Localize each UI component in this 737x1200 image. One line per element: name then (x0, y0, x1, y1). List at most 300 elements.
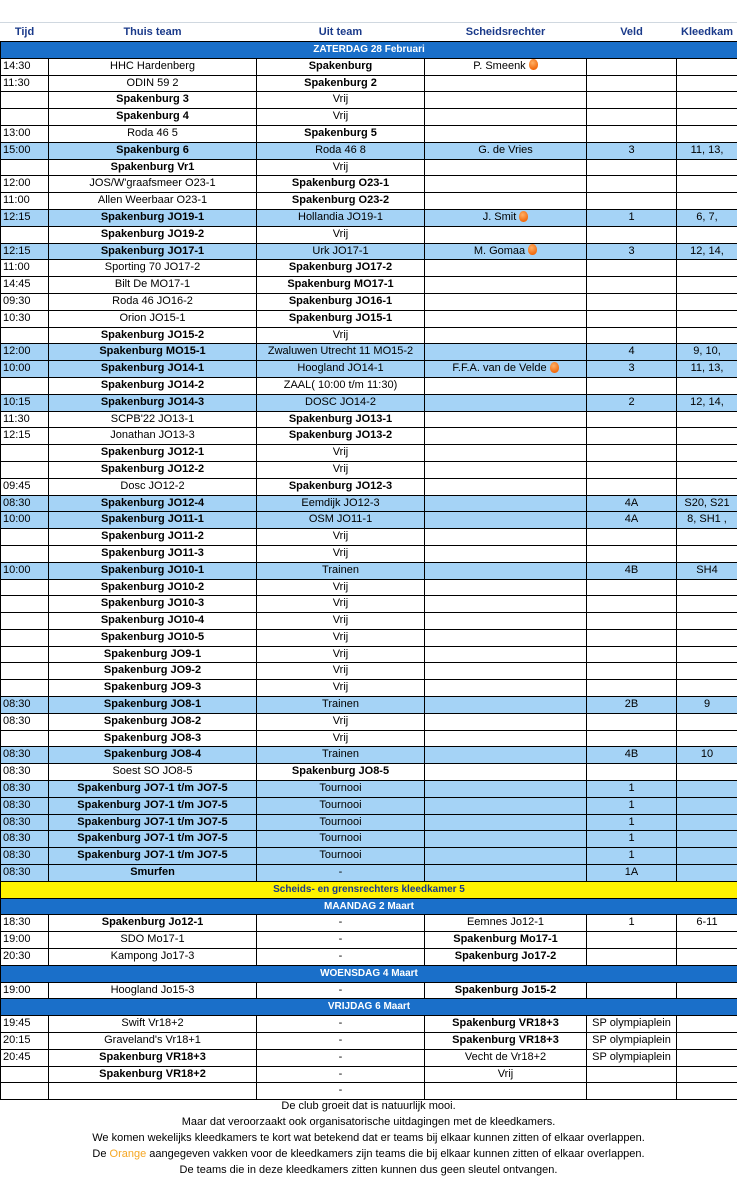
cell-veld (587, 495, 677, 512)
cell-thuis-team (49, 613, 257, 630)
cell-tijd-text: 19:45 (3, 1017, 31, 1030)
cell-uit-team (257, 176, 425, 193)
cell-kleedkamer (677, 293, 737, 310)
footer-line-4-post: aangegeven vakken voor de kleedkamers zijn teams die bij elkaar kunnen zitten of elkaar overlappen. (149, 1148, 645, 1160)
cell-tijd-text: 10:00 (3, 513, 31, 526)
cell-uit-team (257, 596, 425, 613)
cell-tijd-text: 08:30 (3, 496, 31, 509)
table-row (1, 781, 737, 798)
cell-uit-team-text: ZAAL( 10:00 t/m 11:30) (283, 378, 398, 391)
cell-uit-team-text: Spakenburg 5 (304, 126, 377, 139)
cell-veld (587, 848, 677, 865)
cell-veld (587, 109, 677, 126)
cell-thuis-team (49, 797, 257, 814)
cell-kleedkamer (677, 932, 737, 949)
cell-kleedkamer (677, 529, 737, 546)
table-row (1, 579, 737, 596)
cell-thuis-team-text: Spakenburg JO7-1 t/m JO7-5 (77, 798, 228, 811)
cell-uit-team (257, 243, 425, 260)
cell-tijd (1, 58, 49, 75)
cell-tijd-text: 12:15 (3, 210, 31, 223)
table-row (1, 277, 737, 294)
note-row (1, 881, 737, 898)
cell-veld (587, 411, 677, 428)
cell-kleedkamer (677, 327, 737, 344)
cell-thuis-team (49, 495, 257, 512)
cell-tijd-text: 12:00 (3, 345, 31, 358)
cell-uit-team-text: Vrij (332, 446, 349, 459)
orange-icon (519, 211, 528, 222)
cell-uit-team (257, 109, 425, 126)
cell-thuis-team-text: Spakenburg VR18+3 (99, 1050, 206, 1063)
cell-tijd (1, 529, 49, 546)
cell-tijd (1, 327, 49, 344)
cell-thuis-team (49, 545, 257, 562)
cell-kleedkamer (677, 92, 737, 109)
cell-scheidsrechter (425, 293, 587, 310)
footer-line-4 (0, 1146, 737, 1162)
cell-uit-team-text: Spakenburg Jo17-2 (454, 950, 557, 963)
cell-uit-team (257, 764, 425, 781)
cell-uit-team-text: Vrij (332, 630, 349, 643)
cell-thuis-team (49, 344, 257, 361)
table-row (1, 663, 737, 680)
cell-veld-text: 2 (628, 395, 635, 408)
cell-uit-team (257, 226, 425, 243)
cell-dash (257, 1049, 425, 1066)
cell-thuis-team-text: ODIN 59 2 (126, 76, 179, 89)
cell-thuis-team (49, 915, 257, 932)
cell-thuis-team-text: Spakenburg JO9-1 (103, 647, 202, 660)
header-kleedkamer: Kleedkam (677, 23, 737, 42)
cell-scheidsrechter (425, 75, 587, 92)
cell-thuis-team (49, 562, 257, 579)
cell-veld (587, 226, 677, 243)
cell-kleedkamer (677, 428, 737, 445)
cell-veld (587, 394, 677, 411)
cell-uit-team (257, 478, 425, 495)
cell-thuis-team (49, 445, 257, 462)
table-row (1, 226, 737, 243)
cell-tijd-text: 09:45 (3, 479, 31, 492)
cell-thuis-team (49, 1066, 257, 1083)
cell-locatie-text: SP olympiaplein (592, 1017, 671, 1030)
table-row (1, 209, 737, 226)
cell-kleedkamer-text: 9, 10, (693, 345, 721, 358)
cell-uit-team (257, 445, 425, 462)
cell-veld (587, 613, 677, 630)
cell-tijd (1, 445, 49, 462)
cell-veld (587, 125, 677, 142)
cell-scheidsrechter (425, 226, 587, 243)
table-row (1, 646, 737, 663)
table-row (1, 1049, 737, 1066)
cell-dash-text: - (338, 950, 343, 963)
cell-veld (587, 579, 677, 596)
cell-thuis-team (49, 646, 257, 663)
cell-kleedkamer (677, 663, 737, 680)
cell-locatie-text: SP olympiaplein (592, 1050, 671, 1063)
cell-kleedkamer (677, 629, 737, 646)
cell-tijd (1, 797, 49, 814)
cell-kleedkamer (677, 545, 737, 562)
cell-thuis-team-text: Kampong Jo17-3 (110, 950, 195, 963)
cell-kleedkamer (677, 361, 737, 378)
cell-kleedkamer (677, 1049, 737, 1066)
cell-tijd-text: 20:30 (3, 950, 31, 963)
cell-tijd (1, 495, 49, 512)
cell-uit-team-text: Roda 46 8 (315, 143, 366, 156)
cell-scheidsrechter (425, 646, 587, 663)
cell-thuis-team-text: Soest SO JO8-5 (112, 765, 193, 778)
table-row (1, 545, 737, 562)
cell-thuis-team (49, 327, 257, 344)
cell-veld-text: 1 (628, 849, 635, 862)
table-row (1, 797, 737, 814)
table-row (1, 461, 737, 478)
day-header-row (1, 999, 737, 1016)
cell-tijd-text: 20:15 (3, 1034, 31, 1047)
cell-tijd (1, 361, 49, 378)
cell-tijd (1, 243, 49, 260)
table-row (1, 613, 737, 630)
cell-uit-team-text: Vrij (497, 1067, 514, 1080)
cell-scheidsrechter (425, 428, 587, 445)
cell-kleedkamer (677, 613, 737, 630)
cell-thuis-team-text: HHC Hardenberg (110, 59, 195, 72)
cell-tijd (1, 680, 49, 697)
cell-tijd (1, 747, 49, 764)
cell-thuis-team (49, 125, 257, 142)
cell-scheidsrechter (425, 109, 587, 126)
cell-tijd-text: 14:45 (3, 278, 31, 291)
cell-scheidsrechter (425, 327, 587, 344)
header-tijd: Tijd (1, 23, 49, 42)
cell-scheidsrechter (425, 512, 587, 529)
cell-uit-team (257, 848, 425, 865)
cell-thuis-team (49, 629, 257, 646)
cell-veld (587, 764, 677, 781)
cell-kleedkamer (677, 277, 737, 294)
cell-uit-team-text: Eemnes Jo12-1 (466, 916, 545, 929)
table-row (1, 512, 737, 529)
cell-uit-team (425, 949, 587, 966)
cell-kleedkamer (677, 512, 737, 529)
cell-kleedkamer-text: 12, 14, (690, 244, 724, 257)
cell-veld-text: 1 (628, 210, 635, 223)
cell-veld (587, 596, 677, 613)
cell-tijd-text: 10:15 (3, 395, 31, 408)
cell-tijd-text: 12:15 (3, 429, 31, 442)
orange-icon (529, 59, 538, 70)
cell-uit-team (425, 1016, 587, 1033)
cell-scheidsrechter (425, 411, 587, 428)
cell-scheidsrechter (425, 142, 587, 159)
cell-tijd-text: 15:00 (3, 143, 31, 156)
cell-thuis-team-text: Spakenburg JO12-2 (100, 462, 205, 475)
cell-uit-team-text: Spakenburg 2 (304, 76, 377, 89)
cell-thuis-team (49, 159, 257, 176)
cell-scheidsrechter (425, 764, 587, 781)
cell-veld (587, 377, 677, 394)
orange-icon (550, 362, 559, 373)
cell-veld (587, 730, 677, 747)
cell-uit-team (257, 831, 425, 848)
cell-uit-team-text: Spakenburg JO8-5 (291, 765, 390, 778)
cell-uit-team-text: Vrij (332, 227, 349, 240)
cell-thuis-team (49, 293, 257, 310)
cell-thuis-team-text: Swift Vr18+2 (121, 1017, 184, 1030)
cell-uit-team-text: Spakenburg Jo15-2 (454, 983, 557, 996)
cell-kleedkamer (677, 109, 737, 126)
cell-tijd-text: 20:45 (3, 1050, 31, 1063)
cell-uit-team (257, 125, 425, 142)
cell-thuis-team-text: Smurfen (130, 866, 175, 879)
cell-thuis-team (49, 848, 257, 865)
cell-kleedkamer (677, 445, 737, 462)
cell-tijd-text: 10:30 (3, 311, 31, 324)
cell-tijd (1, 629, 49, 646)
cell-kleedkamer (677, 394, 737, 411)
cell-kleedkamer-text: S20, S21 (684, 496, 730, 509)
cell-tijd (1, 344, 49, 361)
cell-scheidsrechter (425, 344, 587, 361)
cell-uit-team-text: Tournooi (319, 849, 362, 862)
cell-thuis-team (49, 58, 257, 75)
table-row (1, 293, 737, 310)
cell-dash-text: - (338, 1084, 343, 1097)
cell-tijd-text: 08:30 (3, 798, 31, 811)
cell-veld (587, 277, 677, 294)
cell-thuis-team (49, 747, 257, 764)
cell-thuis-team-text: Spakenburg JO10-1 (100, 563, 205, 576)
table-row (1, 562, 737, 579)
cell-kleedkamer (677, 764, 737, 781)
cell-tijd-text: 08:30 (3, 866, 31, 879)
cell-tijd (1, 713, 49, 730)
cell-kleedkamer (677, 697, 737, 714)
cell-locatie (587, 1033, 677, 1050)
cell-thuis-team-text: Roda 46 JO16-2 (112, 294, 193, 307)
header-veld: Veld (587, 23, 677, 42)
cell-tijd (1, 377, 49, 394)
cell-kleedkamer-text: 9 (703, 698, 711, 711)
cell-kleedkamer (677, 1016, 737, 1033)
cell-uit-team (257, 579, 425, 596)
cell-kleedkamer (677, 562, 737, 579)
cell-veld (587, 781, 677, 798)
cell-veld (587, 713, 677, 730)
cell-kleedkamer (677, 260, 737, 277)
cell-uit-team (257, 545, 425, 562)
cell-uit-team (257, 92, 425, 109)
cell-thuis-team-text: Spakenburg MO15-1 (99, 345, 206, 358)
cell-uit-team (257, 865, 425, 882)
cell-kleedkamer-text: 10 (700, 748, 714, 761)
cell-veld (587, 629, 677, 646)
cell-scheidsrechter (425, 629, 587, 646)
cell-tijd (1, 781, 49, 798)
cell-kleedkamer (677, 1066, 737, 1083)
cell-uit-team (425, 1049, 587, 1066)
footer-notice (0, 1098, 737, 1178)
table-row (1, 713, 737, 730)
cell-uit-team (257, 142, 425, 159)
cell-veld-text: 2B (624, 698, 639, 711)
cell-veld (587, 75, 677, 92)
cell-thuis-team-text: Spakenburg JO10-4 (100, 614, 205, 627)
table-row (1, 159, 737, 176)
cell-uit-team-text: Vrij (332, 328, 349, 341)
cell-veld (587, 478, 677, 495)
cell-kleedkamer (677, 142, 737, 159)
cell-uit-team (257, 293, 425, 310)
cell-thuis-team (49, 764, 257, 781)
table-row (1, 243, 737, 260)
cell-kleedkamer (677, 495, 737, 512)
cell-veld (587, 361, 677, 378)
cell-veld (587, 915, 677, 932)
cell-kleedkamer-text: 11, 13, (690, 143, 724, 156)
cell-dash (257, 932, 425, 949)
cell-dash (257, 982, 425, 999)
cell-thuis-team-text: Spakenburg JO7-1 t/m JO7-5 (77, 815, 228, 828)
cell-kleedkamer (677, 377, 737, 394)
cell-tijd (1, 75, 49, 92)
cell-thuis-team (49, 193, 257, 210)
cell-locatie (587, 1049, 677, 1066)
cell-uit-team (257, 814, 425, 831)
cell-uit-team-text: Spakenburg JO13-2 (288, 429, 393, 442)
cell-scheidsrechter (425, 613, 587, 630)
cell-kleedkamer (677, 713, 737, 730)
orange-icon (528, 244, 537, 255)
cell-scheidsrechter (425, 394, 587, 411)
cell-scheidsrechter (425, 209, 587, 226)
cell-uit-team-text: Spakenburg JO17-2 (288, 261, 393, 274)
cell-kleedkamer (677, 461, 737, 478)
cell-scheidsrechter (425, 58, 587, 75)
cell-tijd-text: 12:15 (3, 244, 31, 257)
cell-tijd (1, 663, 49, 680)
cell-veld (587, 243, 677, 260)
cell-veld-text: 4A (624, 513, 639, 526)
table-row (1, 848, 737, 865)
cell-thuis-team-text: Spakenburg JO19-2 (100, 227, 205, 240)
table-row (1, 596, 737, 613)
top-strip (0, 0, 737, 23)
cell-kleedkamer (677, 125, 737, 142)
table-row (1, 428, 737, 445)
cell-veld (587, 932, 677, 949)
cell-tijd (1, 915, 49, 932)
cell-uit-team-text: Urk JO17-1 (312, 244, 369, 257)
cell-scheidsrechter (425, 445, 587, 462)
cell-scheidsrechter (425, 713, 587, 730)
table-row (1, 75, 737, 92)
table-row (1, 865, 737, 882)
cell-thuis-team (49, 982, 257, 999)
cell-thuis-team-text: Orion JO15-1 (119, 311, 186, 324)
cell-uit-team (257, 697, 425, 714)
cell-kleedkamer (677, 814, 737, 831)
cell-thuis-team-text: Spakenburg JO12-1 (100, 446, 205, 459)
cell-veld (587, 293, 677, 310)
cell-uit-team (257, 529, 425, 546)
cell-thuis-team (49, 277, 257, 294)
cell-uit-team-text: Spakenburg JO12-3 (288, 479, 393, 492)
cell-kleedkamer-text: 6-11 (696, 916, 718, 929)
footer-line-3: We komen wekelijks kleedkamers te kort wat betekend dat er teams bij elkaar kunnen zitten of elkaar overlappen. (92, 1132, 645, 1144)
cell-kleedkamer (677, 209, 737, 226)
cell-veld (587, 697, 677, 714)
cell-tijd (1, 176, 49, 193)
cell-veld (587, 142, 677, 159)
cell-kleedkamer-text: 11, 13, (690, 362, 724, 375)
cell-tijd (1, 613, 49, 630)
cell-uit-team (257, 512, 425, 529)
cell-kleedkamer (677, 411, 737, 428)
cell-thuis-team (49, 394, 257, 411)
cell-uit-team (257, 747, 425, 764)
cell-uit-team-text: Spakenburg MO17-1 (287, 278, 394, 291)
cell-uit-team (257, 310, 425, 327)
cell-uit-team-text: Vrij (332, 664, 349, 677)
cell-thuis-team-text: Dosc JO12-2 (120, 479, 185, 492)
cell-thuis-team-text: Spakenburg JO11-1 (101, 513, 204, 526)
table-row (1, 730, 737, 747)
cell-tijd-text: 11:00 (3, 261, 30, 274)
cell-veld-text: 3 (628, 143, 635, 156)
cell-uit-team (257, 428, 425, 445)
cell-veld (587, 176, 677, 193)
cell-thuis-team-text: SDO Mo17-1 (120, 933, 185, 946)
cell-tijd (1, 848, 49, 865)
cell-thuis-team-text: Spakenburg JO10-3 (100, 597, 205, 610)
cell-uit-team-text: Vrij (332, 597, 349, 610)
cell-veld (587, 58, 677, 75)
cell-veld (587, 797, 677, 814)
cell-uit-team-text: Spakenburg JO15-1 (288, 311, 393, 324)
cell-tijd (1, 932, 49, 949)
day-header-row (1, 898, 737, 915)
cell-thuis-team (49, 461, 257, 478)
cell-tijd-text: 08:30 (3, 698, 31, 711)
cell-uit-team (257, 562, 425, 579)
cell-tijd (1, 394, 49, 411)
cell-kleedkamer (677, 949, 737, 966)
cell-uit-team-text: Tournooi (319, 815, 362, 828)
cell-thuis-team (49, 478, 257, 495)
table-row (1, 478, 737, 495)
cell-tijd (1, 159, 49, 176)
cell-tijd (1, 764, 49, 781)
cell-veld (587, 747, 677, 764)
table-row (1, 932, 737, 949)
cell-kleedkamer (677, 982, 737, 999)
cell-uit-team (257, 277, 425, 294)
cell-tijd (1, 512, 49, 529)
cell-thuis-team-text: Spakenburg JO8-4 (103, 748, 202, 761)
cell-kleedkamer (677, 646, 737, 663)
cell-thuis-team-text: Bilt De MO17-1 (114, 278, 191, 291)
cell-veld (587, 327, 677, 344)
cell-veld-text: 1 (628, 782, 635, 795)
cell-uit-team-text: Spakenburg O23-1 (291, 177, 390, 190)
cell-veld-text: 1 (628, 916, 635, 929)
cell-scheidsrechter-text: M. Gomaa (473, 244, 526, 257)
cell-scheidsrechter (425, 781, 587, 798)
